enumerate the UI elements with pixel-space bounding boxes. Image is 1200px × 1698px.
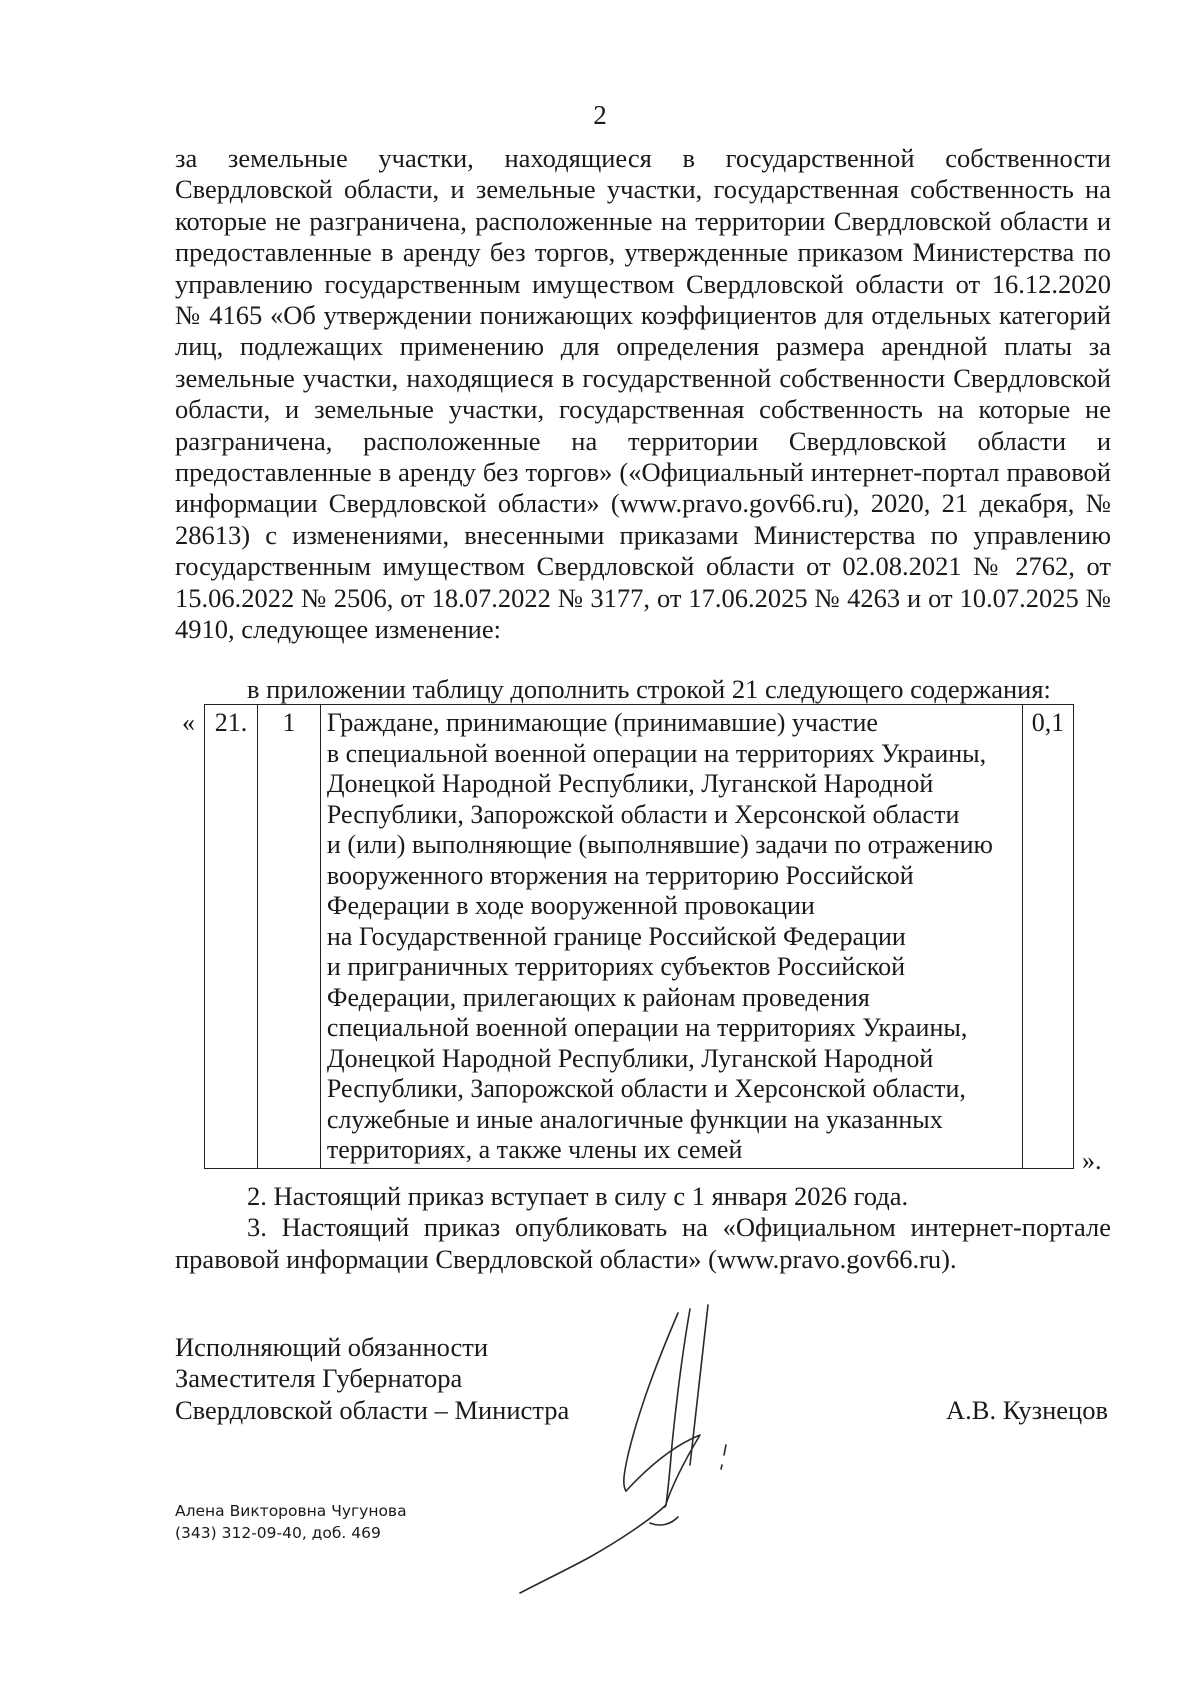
category-line: территориях, а также члены их семей [326,1135,743,1164]
page-number: 2 [593,100,607,130]
table-lead-text: в приложении таблицу дополнить строкой 21 следующего содержания: [247,674,1051,704]
handwritten-signature [500,1295,790,1595]
category-line: и приграничных территориях субъектов Российской [326,952,905,981]
signatory-title-line: Исполняющий обязанности [175,1332,489,1362]
open-quote: « [182,708,195,737]
cell-category [320,705,1022,1169]
category-line: Граждане, принимающие (принимавшие) участие [326,708,878,737]
category-line: и (или) выполняющие (выполнявшие) задачи по отражению [326,830,993,859]
signatory-title-line: Свердловской области – Министра [175,1394,570,1425]
cell-row-number: 21. [205,705,258,1169]
category-line: служебные и иные аналогичные функции на указанных [326,1104,943,1134]
closing-paragraphs [175,1181,1111,1275]
category-line: Республики, Запорожской области и Херсонской области, [326,1074,966,1103]
signatory-name: А.В. Кузнецов [946,1395,1108,1425]
signatory-title-line: Заместителя Губернатора [175,1363,463,1394]
category-line: Донецкой Народной Республики, Луганской Народной [326,769,934,798]
contact-info [175,1500,407,1544]
contact-name: Алена Викторовна Чугунова [175,1502,407,1520]
main-text [175,143,1111,646]
amendment-table [204,704,1074,1169]
category-line: в специальной военной операции на территориях Украины, [326,738,987,768]
contact-phone: (343) 312-09-40, доб. 469 [175,1524,381,1542]
category-line: специальной военной операции на территориях Украины, [326,1013,968,1042]
category-line: Федерации, прилегающих к районам проведения [326,982,870,1012]
category-line: на Государственной границе Российской Федерации [326,921,906,951]
category-line: Республики, Запорожской области и Херсонской области [326,799,960,829]
cell-code: 1 [257,705,320,1169]
category-line: Донецкой Народной Республики, Луганской Народной [326,1043,934,1073]
category-line: вооруженного вторжения на территорию Российской [326,860,914,890]
paragraph-2: 2. Настоящий приказ вступает в силу с 1 января 2026 года. [247,1181,909,1211]
paragraph-amendment: за земельные участки, находящиеся в государственной собственности Свердловской области, и земельные участки, государственная собственность на которые не разграничена, расположенные на территории Свердловской области и предоставленные в аренду без торгов, утвержденные приказом Министерства по управлению государственным имуществом Свердловской области от 16.12.2020 № 4165 «Об утверждении понижающих коэффициентов для отдельных категорий лиц, подлежащих применению для определения размера арендной платы за земельные участки, находящиеся в государственной собственности Свердловской области, и земельные участки, государственная собственность на которые не разграничена, расположенные на территории Свердловской области и предоставленные в аренду без торгов» («Официальный интернет-портал правовой информации Свердловской области» (www.pravo.gov66.ru), 2020, 21 декабря, № 28613) с изменениями, внесенными приказами Министерства по управлению государственным имуществом Свердловской области от 02.08.2021 № 2762, от 15.06.2022 № 2506, от 18.07.2022 № 3177, от 17.06.2025 № 4263 и от 10.07.2025 № 4910, следующее изменение: [175,143,1111,645]
table-row [205,705,1074,1169]
cell-coefficient: 0,1 [1022,705,1073,1169]
paragraph-3: 3. Настоящий приказ опубликовать на «Официальном интернет-портале правовой информации Свердловской области» (www.pravo.gov66.ru). [175,1212,1111,1274]
close-quote: ». [1082,1146,1102,1175]
category-line: Федерации в ходе вооруженной провокации [326,891,815,920]
